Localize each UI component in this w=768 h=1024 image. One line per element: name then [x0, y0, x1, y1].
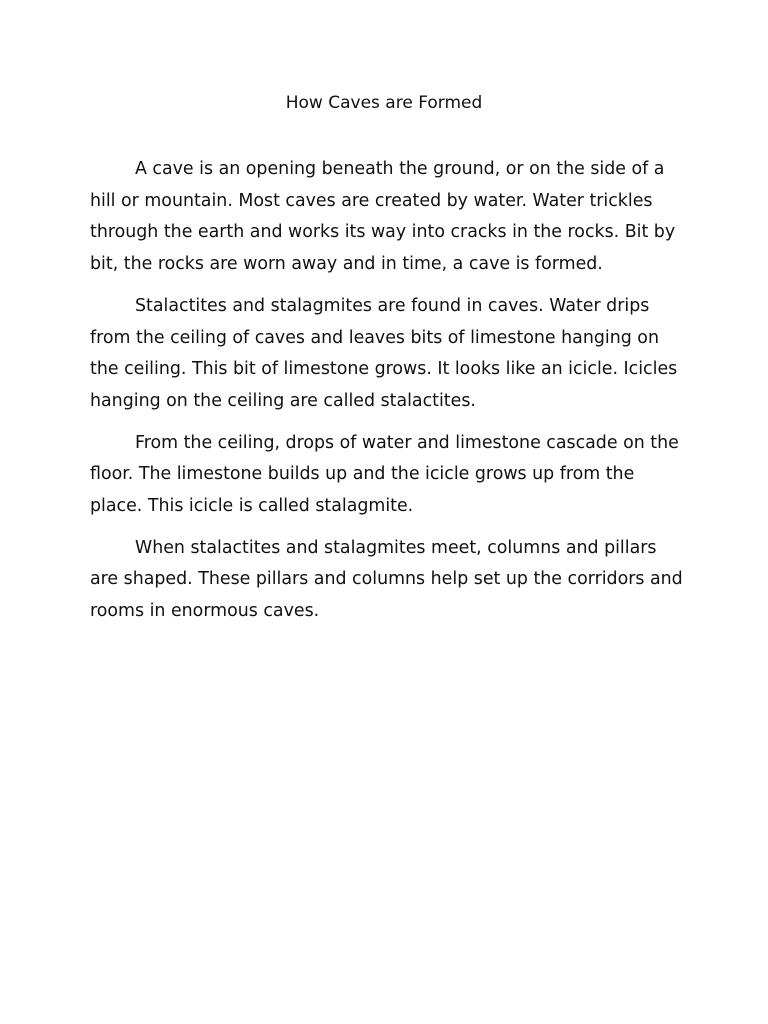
paragraph-2: Stalactites and stalagmites are found in caves. Water drips from the ceiling of caves and leaves bits of limestone hanging on the ceiling. This bit of limestone grows. It looks like an icicle. Icicles hanging on the ceiling are called stalactites.: [90, 295, 678, 411]
paragraph-4: When stalactites and stalagmites meet, columns and pillars are shaped. These pillars and columns help set up the corridors and rooms in enormous caves.: [90, 537, 683, 622]
document-title: How Caves are Formed: [285, 93, 483, 113]
paragraph-3: From the ceiling, drops of water and limestone cascade on the floor. The limestone builds up and the icicle grows up from the place. This icicle is called stalagmite.: [90, 432, 679, 517]
document-body: [90, 154, 690, 638]
paragraph-1: A cave is an opening beneath the ground, or on the side of a hill or mountain. Most caves are created by water. Water trickles through the earth and works its way into cracks in the rocks. Bit by bit, the rocks are worn away and in time, a cave is formed.: [90, 159, 676, 275]
